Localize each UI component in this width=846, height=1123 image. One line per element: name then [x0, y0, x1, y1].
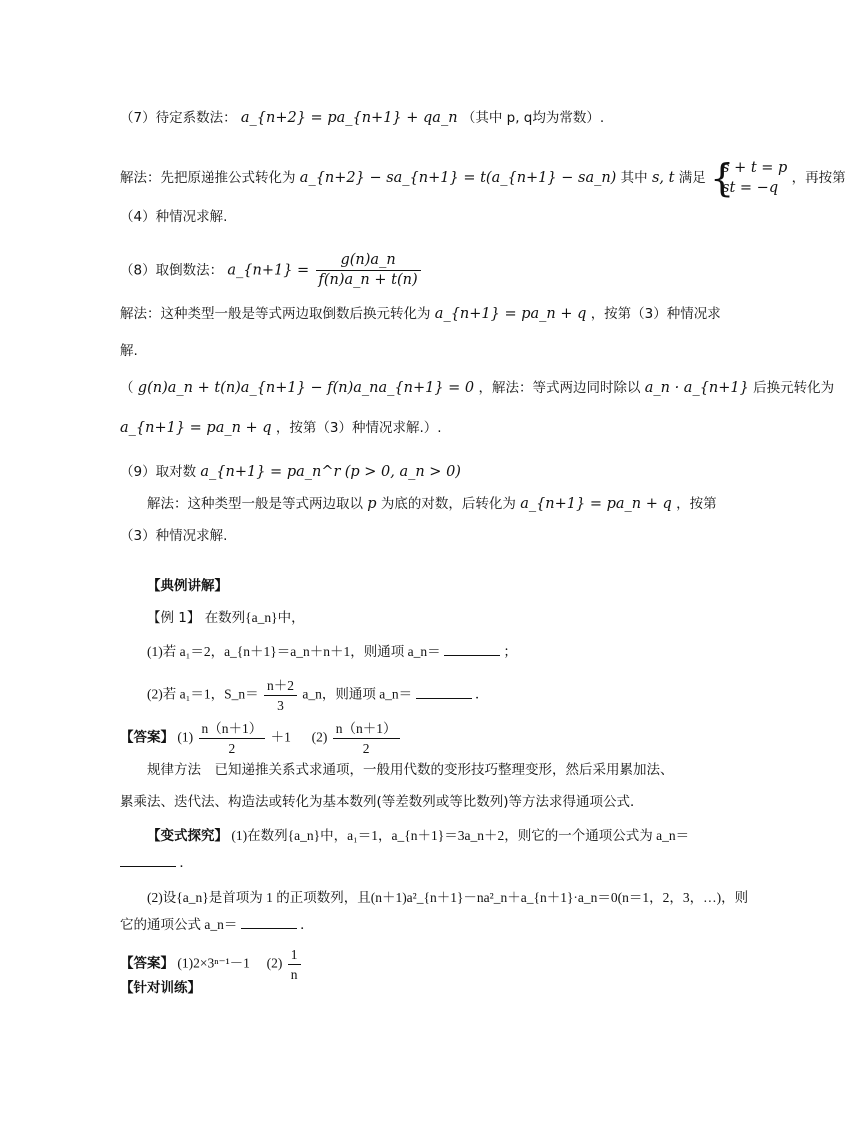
section-8-denominator: f(n)a_n + t(n)	[318, 272, 418, 288]
variant-question-1-line2	[120, 852, 193, 873]
section-9-solution-suffix: ，按第	[676, 496, 717, 512]
answer-blank-1	[444, 641, 500, 656]
example-1-line	[147, 608, 305, 628]
section-8-solution-line2: 解.	[120, 343, 138, 359]
section-7-solution-line2: （4）种情况求解.	[120, 209, 228, 225]
question-2-denominator: 3	[277, 698, 284, 713]
section-8-solution-line3	[120, 378, 834, 398]
answer-2-fraction	[333, 720, 400, 757]
answer-1-suffix: ＋1	[270, 729, 291, 745]
section-9-label: （9）取对数	[120, 464, 197, 480]
example-1-question-1	[147, 641, 517, 662]
answer-2-prefix: (2)	[311, 729, 328, 745]
section-7-solution	[120, 158, 846, 198]
section-8-solution-suffix: ，按第（3）种情况求	[590, 306, 721, 322]
question-1-end: ；	[503, 644, 517, 659]
variant-answer-2-denominator: n	[290, 967, 298, 982]
section-8-solution-prefix: 解法：这种类型一般是等式两边取倒数后换元转化为	[120, 306, 431, 322]
section-8-numerator: g(n)a_n	[316, 252, 421, 271]
question-2-prefix: (2)若 a₁＝1，S_n＝	[147, 686, 259, 702]
section-7-solution-satisfy: 满足	[678, 170, 706, 186]
question-2-suffix: a_n，则通项 a_n＝	[302, 686, 413, 702]
variant-answer-blank-2	[241, 914, 297, 929]
answer-1-prefix: (1)	[177, 729, 194, 745]
section-7-note: （其中 p, q均为常数）.	[461, 110, 605, 126]
variant-question-1-text: (1)在数列{a_n}中，a₁＝1，a_{n＋1}＝3a_n＋2，则它的一个通项公式为 a_n＝	[231, 828, 690, 843]
answer-2-denominator: 2	[362, 741, 370, 756]
section-7-formula: a_{n+2} = pa_{n+1} + qa_n	[240, 110, 458, 126]
variant-question-2-text: 它的通项公式 a_n＝	[120, 917, 238, 932]
system-row-2: st = −q	[722, 180, 779, 196]
section-9-line	[120, 462, 461, 482]
variant-answer-1: (1)2×3ⁿ⁻¹－1	[177, 955, 250, 971]
answer-1-fraction	[199, 720, 266, 757]
section-7-solution-vars: s, t	[651, 170, 675, 186]
answer-blank-2	[416, 684, 472, 699]
variant-answer-2-numerator: 1	[288, 946, 301, 965]
variant-question-2: (2)设{a_n}是首项为 1 的正项数列，且(n＋1)a²_{n＋1}－na²_n＋a_{n＋1}·a_n＝0(n＝1，2，3，…)，则	[147, 890, 749, 905]
variant-answer-2-fraction	[288, 946, 301, 983]
section-9-formula: a_{n+1} = pa_n^r	[200, 464, 341, 480]
section-9-solution-line2: （3）种情况求解.	[120, 528, 228, 544]
section-8-line	[120, 252, 423, 289]
section-8-solution-line1	[120, 304, 721, 324]
section-8-line4-formula: a_{n+1} = pa_n + q	[120, 420, 272, 436]
section-7-solution-formula: a_{n+2} − sa_{n+1} = t(a_{n+1} − sa_n)	[299, 170, 617, 186]
question-2-fraction	[264, 677, 297, 714]
section-9-solution-formula: a_{n+1} = pa_n + q	[520, 496, 672, 512]
example-heading: 【典例讲解】	[147, 578, 228, 594]
example-1-question-2	[147, 677, 488, 714]
answer-label: 【答案】	[120, 729, 174, 745]
section-8-solution-formula: a_{n+1} = pa_n + q	[434, 306, 587, 322]
system-row-1: s + t = p	[722, 160, 788, 176]
example-1-text: 在数列{a_n}中，	[204, 610, 305, 625]
variant-question-2-end: ．	[300, 917, 314, 932]
section-8-line4-suffix: ，按第（3）种情况求解.）.	[275, 420, 442, 436]
answer-1-numerator: n（n＋1）	[199, 720, 266, 739]
variant-question-1-end: ．	[179, 855, 193, 870]
question-1-text: (1)若 a₁＝2，a_{n＋1}＝a_n＋n＋1，则通项 a_n＝	[147, 644, 441, 659]
section-9-condition: (p > 0, a_n > 0)	[344, 464, 461, 480]
variant-label: 【变式探究】	[147, 828, 228, 843]
variant-answer-label: 【答案】	[120, 955, 174, 971]
method-line-2: 累乘法、迭代法、构造法或转化为基本数列(等差数列或等比数列)等方法求得通项公式．	[120, 794, 644, 810]
variant-answer-blank-1	[120, 852, 176, 867]
answer-1-denominator: 2	[228, 741, 236, 756]
left-brace-icon: {	[710, 156, 735, 200]
training-heading: 【针对训练】	[120, 980, 201, 996]
question-2-numerator: n＋2	[264, 677, 297, 696]
method-line-1: 规律方法 已知递推关系式求通项，一般用代数的变形技巧整理变形，然后采用累加法、	[147, 762, 674, 778]
section-7-label: （7）待定系数法：	[120, 110, 237, 126]
example-answer-line	[120, 720, 402, 757]
section-7-solution-suffix: ，再按第	[791, 170, 846, 186]
section-8-line3-formula2: a_n · a_{n+1}	[644, 380, 749, 396]
section-8-line3-mid: ，解法：等式两边同时除以	[478, 380, 641, 396]
variant-answer-2-prefix: (2)	[266, 955, 283, 971]
section-8-lhs: a_{n+1} =	[227, 262, 310, 279]
answer-2-numerator: n（n＋1）	[333, 720, 400, 739]
section-8-line3-formula: g(n)a_n + t(n)a_{n+1} − f(n)a_na_{n+1} = 0	[137, 380, 475, 396]
equation-system	[710, 158, 787, 198]
question-2-end: ．	[474, 686, 489, 702]
variant-question-2-line2	[120, 914, 314, 935]
section-7-solution-mid: 其中	[620, 170, 648, 186]
section-9-solution-mid: 为底的对数，后转化为	[380, 496, 516, 512]
section-9-solution-var: p	[367, 496, 377, 512]
variant-question-1	[147, 826, 689, 846]
example-1-label: 【例 1】	[147, 610, 201, 626]
section-9-solution-prefix: 解法：这种类型一般是等式两边取以	[147, 496, 363, 512]
section-7-line	[120, 108, 604, 128]
section-8-label: （8）取倒数法：	[120, 262, 224, 279]
section-9-solution-line1	[147, 494, 717, 514]
section-8-fraction	[316, 252, 421, 289]
section-8-line3-suffix: 后换元转化为	[753, 380, 835, 396]
section-8-line3-prefix: （	[120, 380, 134, 396]
section-8-solution-line4	[120, 418, 442, 438]
section-7-solution-prefix: 解法：先把原递推公式转化为	[120, 170, 296, 186]
